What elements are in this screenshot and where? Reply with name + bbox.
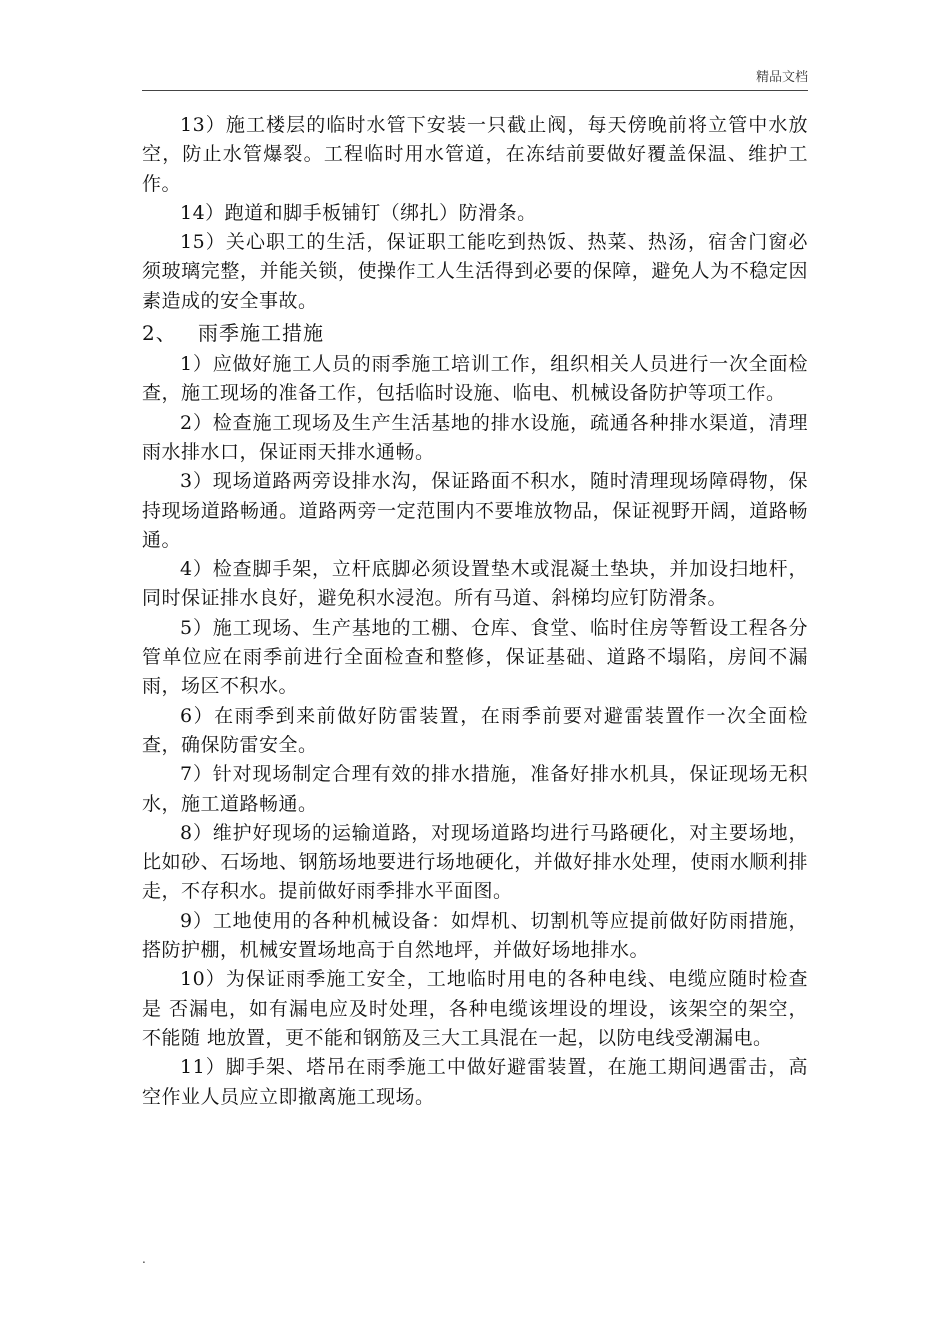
paragraph-8: 8）维护好现场的运输道路，对现场道路均进行马路硬化，对主要场地，比如砂、石场地、钢筋场地要进行场地硬化，并做好排水处理，使雨水顺利排走，不存积水。提前做好雨季排水平面图。	[142, 821, 808, 903]
header-rule	[142, 90, 808, 91]
paragraph-2: 2）检查施工现场及生产生活基地的排水设施，疏通各种排水渠道，清理 雨水排水口，保证雨天排水通畅。	[142, 411, 808, 463]
paragraph-9: 9）工地使用的各种机械设备：如焊机、切割机等应提前做好防雨措施，搭防护棚，机械安置场地高于自然地坪，并做好场地排水。	[142, 909, 808, 962]
paragraph-11: 11）脚手架、塔吊在雨季施工中做好避雷装置，在施工期间遇雷击，高空作业人员应立即撤离施工现场。	[142, 1056, 808, 1108]
section-heading	[142, 316, 808, 350]
paragraph-6: 6）在雨季到来前做好防雷装置，在雨季前要对避雷装置作一次全面检查，确保防雷安全。	[142, 704, 808, 756]
header-label: 精品文档	[755, 70, 808, 85]
paragraph-4: 4）检查脚手架，立杆底脚必须设置垫木或混凝土垫块，并加设扫地杆，同时保证排水良好，避免积水浸泡。所有马道、斜梯均应钉防滑条。	[142, 558, 808, 610]
section-title: 雨季施工措施	[198, 321, 324, 346]
document-body	[142, 111, 808, 1112]
paragraph-7: 7）针对现场制定合理有效的排水措施，准备好排水机具，保证现场无积水，施工道路畅通。	[142, 763, 808, 815]
paragraph-13: 13）施工楼层的临时水管下安装一只截止阀，每天傍晚前将立管中水放空，防止水管爆裂。工程临时用水管道，在冻结前要做好覆盖保温、维护工作。	[142, 114, 808, 195]
paragraph-1: 1）应做好施工人员的雨季施工培训工作，组织相关人员进行一次全面检查，施工现场的准备工作，包括临时设施、临电、机械设备防护等项工作。	[142, 353, 808, 405]
section-number: 2、	[142, 321, 177, 346]
footer-mark: .	[142, 1252, 146, 1266]
paragraph-15: 15）关心职工的生活，保证职工能吃到热饭、热菜、热汤，宿舍门窗必须玻璃完整，并能关锁，使操作工人生活得到必要的保障，避免人为不稳定因素造成的安全事故。	[142, 231, 808, 312]
paragraph-5: 5）施工现场、生产基地的工棚、仓库、食堂、临时住房等暂设工程各分 管单位应在雨季前进行全面检查和整修，保证基础、道路不塌陷，房间不漏雨，场区不积水。	[142, 616, 808, 698]
paragraph-14: 14）跑道和脚手板铺钉（绑扎）防滑条。	[180, 201, 537, 224]
paragraph-3: 3）现场道路两旁设排水沟，保证路面不积水，随时清理现场障碍物，保持现场道路畅通。道路两旁一定范围内不要堆放物品，保证视野开阔，道路畅通。	[142, 470, 808, 551]
paragraph-10: 10）为保证雨季施工安全，工地临时用电的各种电线、电缆应随时检查是 否漏电，如有漏电应及时处理，各种电缆该埋设的埋设，该架空的架空，不能随 地放置，更不能和钢筋及三大工具混在一起，以防电线受潮漏电。	[142, 968, 808, 1049]
